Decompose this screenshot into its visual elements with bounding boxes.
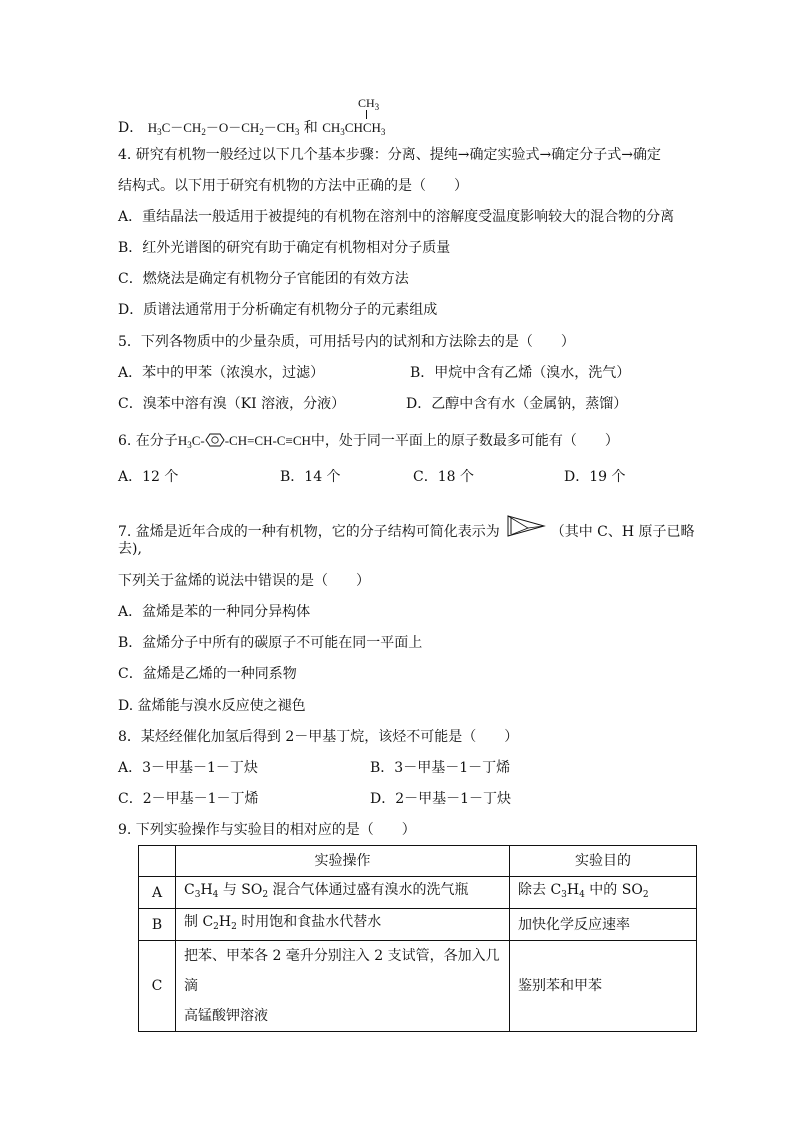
- table-row: [139, 909, 697, 941]
- table-row: [139, 877, 697, 909]
- row-operation-line-1: 把苯、甲苯各 2 毫升分别注入 2 支试管，各加入几滴: [184, 948, 500, 994]
- q5-option-b: B．甲烷中含有乙烯（溴水，洗气）: [410, 365, 631, 381]
- q4-stem-2: 结构式。以下用于研究有机物的方法中正确的是（ ）: [118, 178, 468, 194]
- benzene-ring-icon: [205, 433, 225, 447]
- benzvalene-structure-icon: [504, 514, 546, 540]
- row-key: B: [139, 909, 176, 941]
- q5-option-d: D．乙醇中含有水（金属钠，蒸馏）: [406, 396, 628, 412]
- branch-bond: [366, 110, 367, 119]
- q6-option-b: B．14 个: [280, 469, 341, 485]
- row-goal: 鉴别苯和甲苯: [510, 941, 697, 1032]
- row-goal: 加快化学反应速率: [510, 909, 697, 941]
- q6-stem: 6. 在分子$H_3C-$ -CH=CH-C≡CH中，处于同一平面上的原子数最多可能有（ ）: [118, 433, 619, 450]
- q7-option-a: A．盆烯是苯的一种同分异构体: [118, 604, 311, 620]
- q7-stem-3: 下列关于盆烯的说法中错误的是（ ）: [118, 573, 370, 589]
- row-operation: [176, 941, 510, 1032]
- branch-methyl: $CH_3$: [358, 96, 380, 112]
- q3-option-d: D． $H_3C-CH_2-O-CH_2-CH_3$ 和 $CH_3CHCH_3$: [118, 120, 386, 137]
- q6-formula-right: -CH=CH-C≡CH: [224, 433, 311, 448]
- q6-option-a: A．12 个: [118, 469, 179, 485]
- q7-stem-2: 去),: [118, 541, 142, 557]
- table-header-operation: 实验操作: [176, 846, 510, 877]
- q4-stem-1: 4. 研究有机物一般经过以下几个基本步骤：分离、提纯→确定实验式→确定分子式→确定: [118, 147, 661, 163]
- row-key: C: [139, 941, 176, 1032]
- row-goal: 除去 $C_3H_4$ 中的 $SO_2$: [510, 877, 697, 909]
- q7-option-b: B．盆烯分子中所有的碳原子不可能在同一平面上: [118, 635, 423, 651]
- row-operation: $C_3H_4$ 与 $SO_2$ 混合气体通过盛有溴水的洗气瓶: [176, 877, 510, 909]
- q7-stem-1: 7. 盆烯是近年合成的一种有机物，它的分子结构可简化表示为 （其中 C、H 原子已略: [118, 514, 695, 541]
- isobutane-formula: $CH_3CHCH_3$: [322, 120, 386, 137]
- q5-option-a: A．苯中的甲苯（浓溴水，过滤）: [118, 365, 325, 381]
- row-operation-line-2: 高锰酸钾溶液: [184, 1008, 268, 1024]
- q8-option-c: C．2－甲基－1－丁烯: [118, 791, 259, 807]
- q4-option-b: B．红外光谱图的研究有助于确定有机物相对分子质量: [118, 240, 451, 256]
- table-header-goal: 实验目的: [510, 846, 697, 877]
- q8-option-b: B．3－甲基－1－丁烯: [370, 760, 511, 776]
- diethyl-ether-formula: $H_3C-CH_2-O-CH_2-CH_3$: [147, 120, 300, 137]
- q6-formula-left: $H_3C-$: [177, 433, 205, 450]
- table-header-key: [139, 846, 176, 877]
- row-key: A: [139, 877, 176, 909]
- q9-stem: 9. 下列实验操作与实验目的相对应的是（ ）: [118, 822, 416, 838]
- q4-option-a: A．重结晶法一般适用于被提纯的有机物在溶剂中的溶解度受温度影响较大的混合物的分离: [118, 209, 675, 225]
- q4-option-c: C．燃烧法是确定有机物分子官能团的有效方法: [118, 271, 409, 287]
- row-operation: 制 $C_2H_2$ 时用饱和食盐水代替水: [176, 909, 510, 941]
- q6-option-c: C．18 个: [413, 469, 474, 485]
- q8-option-d: D．2－甲基－1－丁炔: [370, 791, 512, 807]
- q7-option-d: D. 盆烯能与溴水反应使之褪色: [118, 698, 306, 714]
- table-row: [139, 941, 697, 1032]
- table-header-row: [139, 846, 697, 877]
- q5-stem: 5．下列各物质中的少量杂质，可用括号内的试剂和方法除去的是（ ）: [118, 334, 575, 350]
- q8-stem: 8．某烃经催化加氢后得到 2－甲基丁烷，该烃不可能是（ ）: [118, 729, 519, 745]
- q6-option-d: D．19 个: [564, 469, 626, 485]
- q7-option-c: C．盆烯是乙烯的一种同系物: [118, 666, 297, 682]
- q4-option-d: D．质谱法通常用于分析确定有机物分子的元素组成: [118, 302, 438, 318]
- experiment-table: [138, 845, 697, 1032]
- q5-option-c: C．溴苯中溶有溴（KI 溶液，分液）: [118, 396, 346, 412]
- q8-option-a: A．3－甲基－1－丁炔: [118, 760, 258, 776]
